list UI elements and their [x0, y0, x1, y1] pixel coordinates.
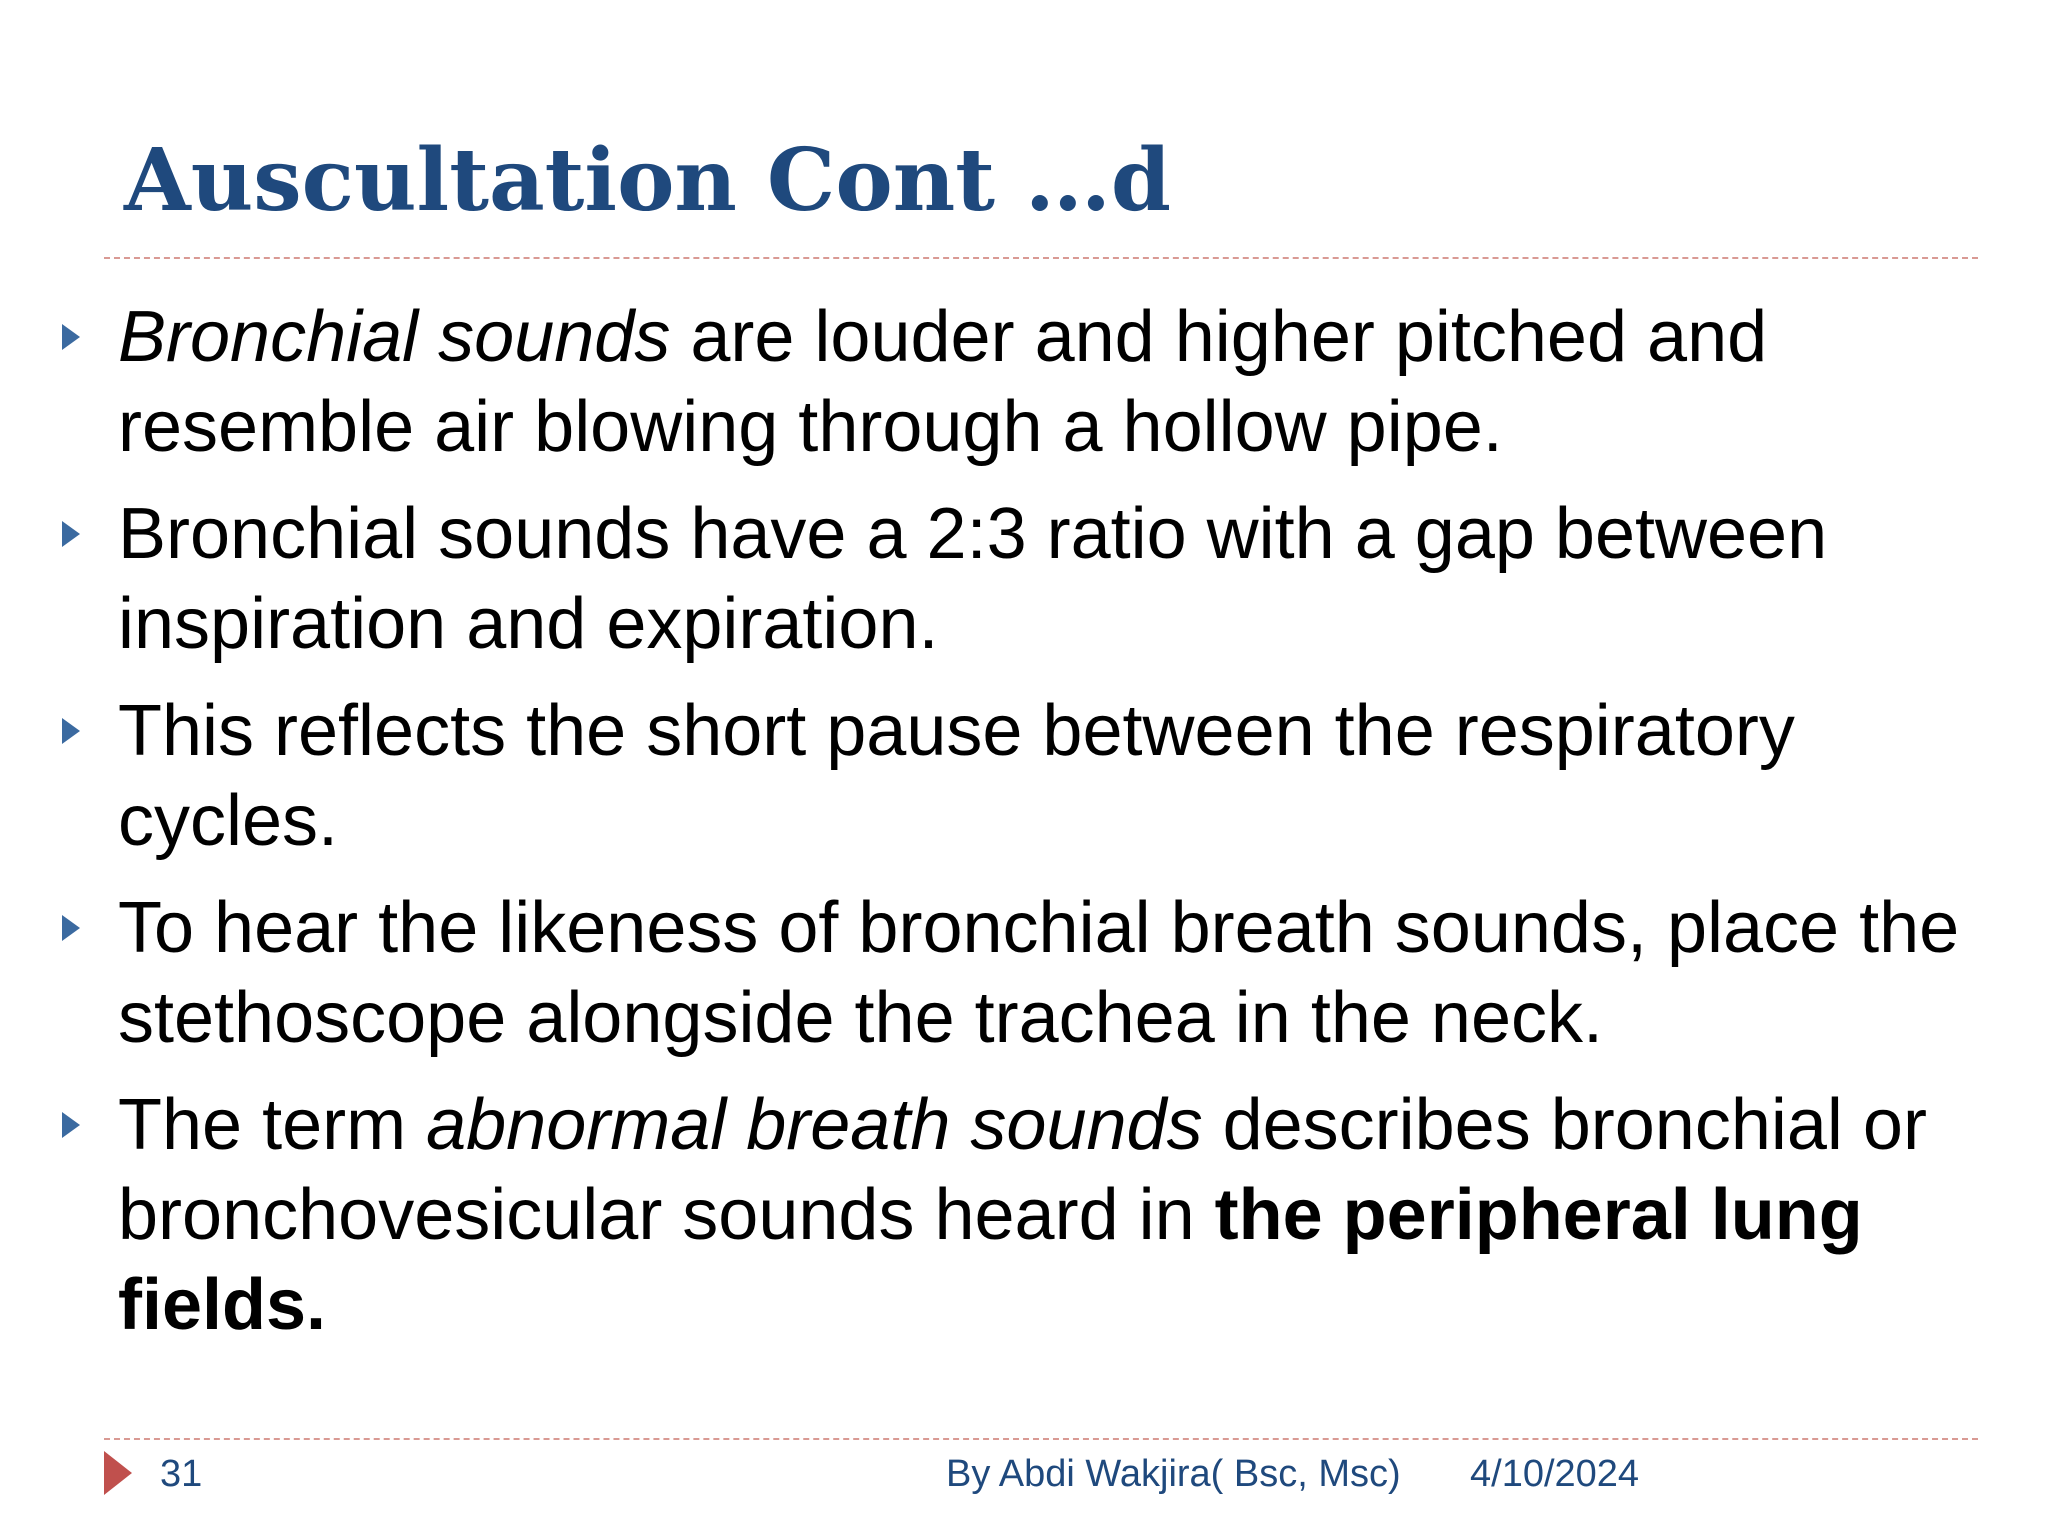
bullet-text-segment: the peripheral lung fields. [118, 1175, 1863, 1345]
bullet-text-segment: Bronchial sounds have a 2:3 ratio with a gap between inspiration and expiration. [118, 494, 1828, 664]
page-number: 31 [160, 1453, 203, 1495]
bullet-triangle-icon [62, 521, 80, 547]
footer-author: By Abdi Wakjira( Bsc, Msc) [946, 1453, 1401, 1495]
bullet-item [0, 489, 2048, 669]
bullet-text-segment: This reflects the short pause between the respiratory cycles. [118, 691, 1795, 861]
bullet-triangle-icon [62, 915, 80, 941]
bullet-triangle-icon [62, 1112, 80, 1138]
bullet-text-segment: To hear the likeness of bronchial breath sounds, place the stethoscope alongside the trachea in the neck. [118, 888, 1960, 1058]
bullet-text-segment: The term [118, 1085, 427, 1165]
bullet-item [0, 686, 2048, 866]
bullet-list [0, 292, 2048, 1367]
slide-title: Auscultation Cont …d [124, 130, 1172, 231]
bullet-text-segment: abnormal breath sounds [426, 1085, 1203, 1165]
bullet-text-segment: describes bronchial or bronchovesicular sounds heard in [118, 1085, 1927, 1255]
footer-date: 4/10/2024 [1470, 1453, 1640, 1495]
title-divider [104, 257, 1978, 259]
bullet-text-segment: are louder and higher pitched and resemble air blowing through a hollow pipe. [118, 297, 1768, 467]
bullet-text-segment: Bronchial sounds [118, 297, 671, 377]
footer-divider [104, 1438, 1978, 1440]
bullet-item [0, 292, 2048, 472]
bullet-triangle-icon [62, 324, 80, 350]
bullet-triangle-icon [62, 718, 80, 744]
footer-triangle-icon [104, 1451, 132, 1495]
bullet-item [0, 1080, 2048, 1350]
bullet-item [0, 883, 2048, 1063]
